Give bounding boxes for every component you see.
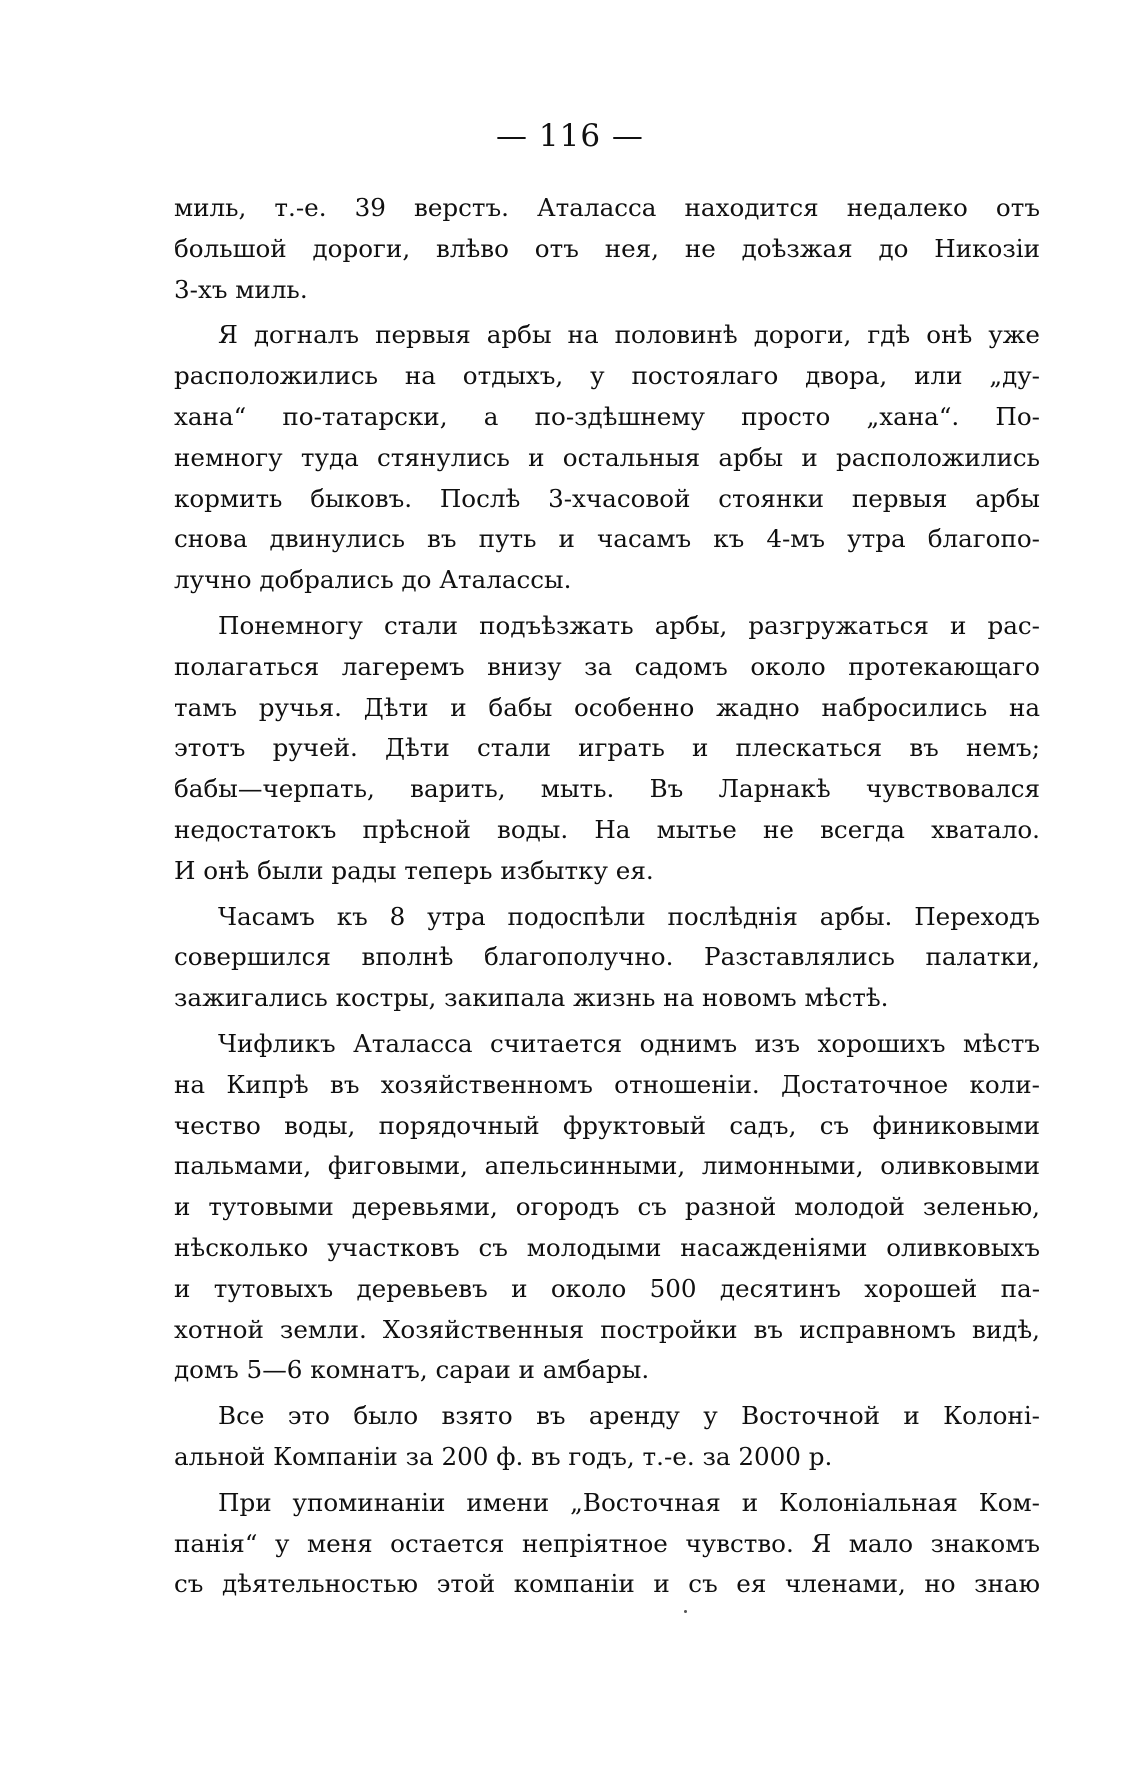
text-line: Я догналъ первыя арбы на половинѣ дороги, гдѣ онѣ уже (218, 320, 1040, 350)
text-line: миль, т.-е. 39 верстъ. Аталасса находится недалеко отъ (174, 193, 1040, 222)
text-line: этотъ ручей. Дѣти стали играть и плескаться въ немъ; (174, 733, 1040, 763)
text-line: пальмами, фиговыми, апельсинными, лимонными, оливковыми (174, 1151, 1040, 1181)
paragraph (174, 606, 1040, 892)
text-line: Все это было взято въ аренду у Восточной и Колоні- (218, 1401, 1040, 1431)
paragraph (174, 188, 1040, 310)
text-line: домъ 5—6 комнатъ, сараи и амбары. (174, 1355, 650, 1385)
text-line: лучно добрались до Аталассы. (174, 565, 572, 595)
text-line: полагаться лагеремъ внизу за садомъ около протекающаго (174, 651, 1040, 681)
text-line: альной Компаніи за 200 ф. въ годъ, т.-е. за 2000 р. (174, 1441, 833, 1471)
text-line: 3-хъ миль. (174, 274, 308, 304)
paragraph (174, 1483, 1040, 1605)
text-line: бабы—черпать, варить, мыть. Въ Ларнакѣ чувствовался (174, 774, 1040, 804)
text-line: И онѣ были рады теперь избытку ея. (174, 855, 654, 885)
paragraph (174, 897, 1040, 1019)
text-line: кормить быковъ. Послѣ 3-хчасовой стоянки первыя арбы (174, 483, 1040, 513)
text-line: на Кипрѣ въ хозяйственномъ отношеніи. Достаточное коли- (174, 1069, 1040, 1099)
text-line: и тутовыхъ деревьевъ и около 500 десятинъ хорошей па- (174, 1273, 1040, 1303)
text-line: нѣсколько участковъ съ молодыми насажденіями оливковыхъ (174, 1232, 1040, 1262)
text-line: панія“ у меня остается непріятное чувство. Я мало знакомъ (174, 1528, 1040, 1558)
text-line: совершился вполнѣ благополучно. Разставлялись палатки, (174, 942, 1040, 972)
text-line: большой дороги, влѣво отъ нея, не доѣзжая до Никозіи (174, 233, 1040, 263)
text-line: немногу туда стянулись и остальныя арбы и расположились (174, 442, 1040, 472)
text-line: Часамъ къ 8 утра подоспѣли послѣднія арбы. Переходъ (218, 901, 1040, 931)
text-line: Понемногу стали подъѣзжать арбы, разгружаться и рас- (218, 610, 1040, 640)
text-line: зажигались костры, закипала жизнь на новомъ мѣстѣ. (174, 983, 889, 1013)
body-text (174, 188, 1040, 1605)
text-line: расположились на отдыхъ, у постоялаго двора, или „ду- (174, 361, 1040, 391)
text-line: хана“ по-татарски, а по-здѣшнему просто „хана“. По- (174, 401, 1040, 431)
text-line: и тутовыми деревьями, огородъ съ разной молодой зеленью, (174, 1192, 1040, 1222)
text-line: тамъ ручья. Дѣти и бабы особенно жадно набросились на (174, 692, 1040, 722)
text-line: чество воды, порядочный фруктовый садъ, съ финиковыми (174, 1110, 1040, 1140)
text-line: При упоминаніи имени „Восточная и Колоніальная Ком- (218, 1487, 1040, 1517)
paragraph (174, 315, 1040, 601)
text-line: недостатокъ прѣсной воды. На мытье не всегда хватало. (174, 814, 1040, 844)
text-line: хотной земли. Хозяйственныя постройки въ исправномъ видѣ, (174, 1314, 1040, 1344)
paragraph (174, 1024, 1040, 1391)
text-line: съ дѣятельностью этой компаніи и съ ея членами, но знаю (174, 1569, 1040, 1599)
print-speck (684, 1610, 687, 1613)
text-line: Чифликъ Аталасса считается однимъ изъ хорошихъ мѣстъ (218, 1028, 1040, 1058)
text-line: снова двинулись въ путь и часамъ къ 4-мъ утра благопо- (174, 524, 1040, 554)
page-number: — 116 — (496, 118, 644, 154)
paragraph (174, 1396, 1040, 1478)
